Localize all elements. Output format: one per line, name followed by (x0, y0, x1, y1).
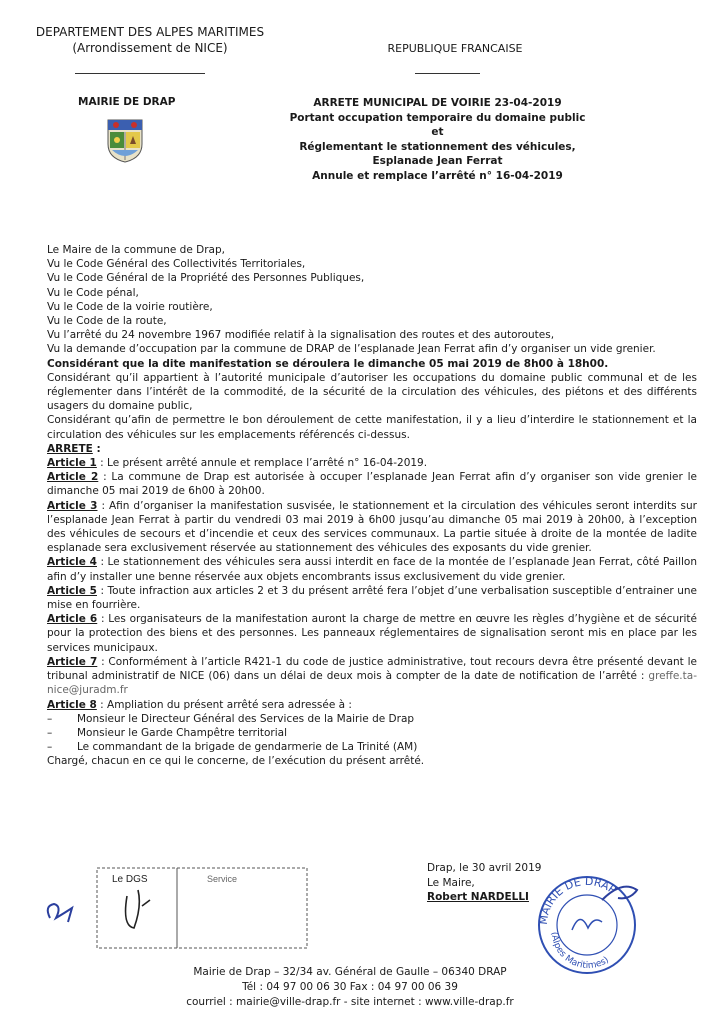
document-body (47, 243, 697, 769)
article-8 (47, 698, 697, 712)
mayor-role: Le Maire, (427, 876, 475, 889)
arrondissement: (Arrondissement de NICE) (72, 41, 228, 55)
mayor-name: Robert NARDELLI (427, 891, 529, 903)
recipient-text: Monsieur le Garde Champêtre territorial (77, 726, 288, 739)
closing-line: Chargé, chacun en ce qui le concerne, de l’exécution du présent arrêté. (47, 755, 425, 768)
arrete-suffix: : (92, 442, 101, 455)
footer-contact: courriel : mairie@ville-drap.fr - site internet : www.ville-drap.fr (186, 996, 514, 1008)
article-label: Article 8 (47, 698, 97, 711)
republic-label: REPUBLIQUE FRANCAISE (387, 42, 523, 55)
tribunal-email-link[interactable]: greffe.ta-nice@juradm.fr (47, 670, 697, 697)
arrete-number: ARRETE MUNICIPAL DE VOIRIE 23-04-2019 (313, 97, 562, 109)
article-3 (47, 499, 697, 556)
arrete-title-block (280, 96, 595, 183)
recipient-text: Monsieur le Directeur Général des Services de la Mairie de Drap (77, 712, 415, 725)
arrete-subject-2: et (431, 126, 444, 138)
preamble-line: Vu le Code Général de la Propriété des Personnes Publiques, (47, 272, 365, 285)
article-label: Article 2 (47, 471, 99, 484)
preamble-line: Vu la demande d’occupation par la commune de DRAP de l’esplanade Jean Ferrat afin d’y organiser un vide grenier. (47, 343, 656, 356)
arrete-subject-3: Réglementant le stationnement des véhicules, (299, 140, 576, 153)
article-label: Article 6 (47, 613, 98, 626)
article-6 (47, 612, 697, 655)
arrete-location: Esplanade Jean Ferrat (372, 155, 503, 167)
list-dash: – (47, 741, 53, 754)
article-text: : Toute infraction aux articles 2 et 3 du présent arrêté fera l’objet d’une verbalisation susceptible d’entrainer une mise en fourrière. (47, 584, 697, 612)
list-dash: – (47, 712, 53, 725)
signature-block (427, 861, 541, 905)
arrete-subject-1: Portant occupation temporaire du domaine public (289, 111, 586, 124)
footer-phone: Tél : 04 97 00 06 30 Fax : 04 97 00 06 39 (242, 981, 458, 993)
preamble-line: Vu le Code Général des Collectivités Territoriales, (47, 258, 306, 271)
article-text: : La commune de Drap est autorisée à occuper l’esplanade Jean Ferrat afin d’y organiser son vide grenier le dimanche 05 mai 2019 de 6h00 à 20h00. (47, 471, 697, 498)
article-text: : Conformément à l’article R421-1 du code de justice administrative, tout recours devra être présenté devant le tribunal administratif de NICE (06) dans un délai de deux mois à compter de la date de notification de l’arrêté : (47, 655, 697, 683)
official-stamp-icon (532, 870, 642, 980)
considerant-authority: Considérant qu’il appartient à l’autorité municipale d’autoriser les occupations du domaine public communal et de les réglementer dans l’intérêt de la commodité, de la sécurité de la circulation des véhicules, des piétons et des différents usagers du domaine public, (47, 371, 697, 413)
recipient-item (47, 712, 697, 726)
article-4 (47, 555, 697, 583)
considerant-date: Considérant que la dite manifestation se déroulera le dimanche 05 mai 2019 de 8h00 à 18h00. (47, 357, 609, 370)
arrete-replaces: Annule et remplace l’arrêté n° 16-04-2019 (312, 169, 563, 182)
article-text: : Les organisateurs de la manifestation auront la charge de mettre en œuvre les règles d’hygiène et de sécurité pour la protection des biens et des personnes. Les panneaux réglementaires de signalisation seront mis en place par les services municipaux. (47, 613, 697, 654)
department-name: DEPARTEMENT DES ALPES MARITIMES (35, 25, 265, 39)
footer-address: Mairie de Drap – 32/34 av. Général de Gaulle – 06340 DRAP (193, 966, 507, 978)
article-label: Article 1 (47, 457, 97, 470)
preamble-line: Vu le Code de la voirie routière, (47, 300, 213, 313)
visa-label-service: Service (207, 874, 238, 884)
stamp-text-top: MAIRIE DE DRAP (536, 874, 619, 926)
preamble-line: Vu le Code pénal, (47, 286, 139, 299)
coat-of-arms-icon (106, 118, 144, 164)
recipient-text: Le commandant de la brigade de gendarmerie de La Trinité (AM) (77, 741, 418, 754)
department-header (0, 24, 300, 56)
preamble-line: Le Maire de la commune de Drap, (47, 244, 225, 256)
initials-handwriting (48, 904, 72, 922)
considerant-interdiction: Considérant qu’afin de permettre le bon déroulement de cette manifestation, il y a lieu d’interdire le stationnement et la circulation des véhicules sur les emplacements référencés ci-dessus. (47, 414, 697, 441)
article-5 (47, 584, 697, 612)
article-text: : Afin d’organiser la manifestation susvisée, le stationnement et la circulation des véhicules seront interdits sur l’esplanade Jean Ferrat à partir du vendredi 03 mai 2019 à 6h00 jusqu’au dimanche 05 mai 2019 à 20h00, à l’exception des véhicules de secours et d’incendie et ceux des services communaux. La partie située à droite de la montée de ladite esplanade sera exclusivement réservée au stationnement des véhicules des exposants du vide grenier. (47, 499, 697, 555)
footer (150, 965, 550, 1010)
arrete-label: ARRETE (47, 442, 93, 455)
header-rule-left (75, 73, 205, 74)
article-text: : Ampliation du présent arrêté sera adressée à : (96, 698, 352, 711)
header-rule-right (415, 73, 480, 74)
arrete-heading (47, 442, 697, 456)
place-date: Drap, le 30 avril 2019 (427, 862, 542, 874)
article-label: Article 7 (47, 655, 98, 668)
list-dash: – (47, 726, 53, 739)
recipient-item (47, 740, 697, 754)
article-label: Article 5 (47, 584, 97, 597)
article-7 (47, 655, 697, 698)
article-text: : Le présent arrêté annule et remplace l’arrêté n° 16-04-2019. (96, 457, 428, 470)
article-2 (47, 470, 697, 498)
article-label: Article 4 (47, 556, 97, 569)
preamble-line: Vu l’arrêté du 24 novembre 1967 modifiée relatif à la signalisation des routes et des autoroutes, (47, 329, 555, 342)
visa-box (42, 866, 312, 952)
dgs-signature (126, 890, 150, 928)
article-text: : Le stationnement des véhicules sera aussi interdit en face de la montée de l’esplanade Jean Ferrat, côté Paillon afin d’y installer une benne réservée aux objets encombrants issus exclusivement du vide grenier. (47, 556, 697, 583)
article-label: Article 3 (47, 499, 98, 512)
recipient-item (47, 726, 697, 740)
mairie-label: MAIRIE DE DRAP (78, 96, 176, 108)
article-1 (47, 456, 697, 470)
stamp-text-bottom: (Alpes Maritimes) (548, 931, 611, 972)
preamble-line: Vu le Code de la route, (47, 315, 167, 328)
visa-label-dgs: Le DGS (112, 874, 148, 885)
